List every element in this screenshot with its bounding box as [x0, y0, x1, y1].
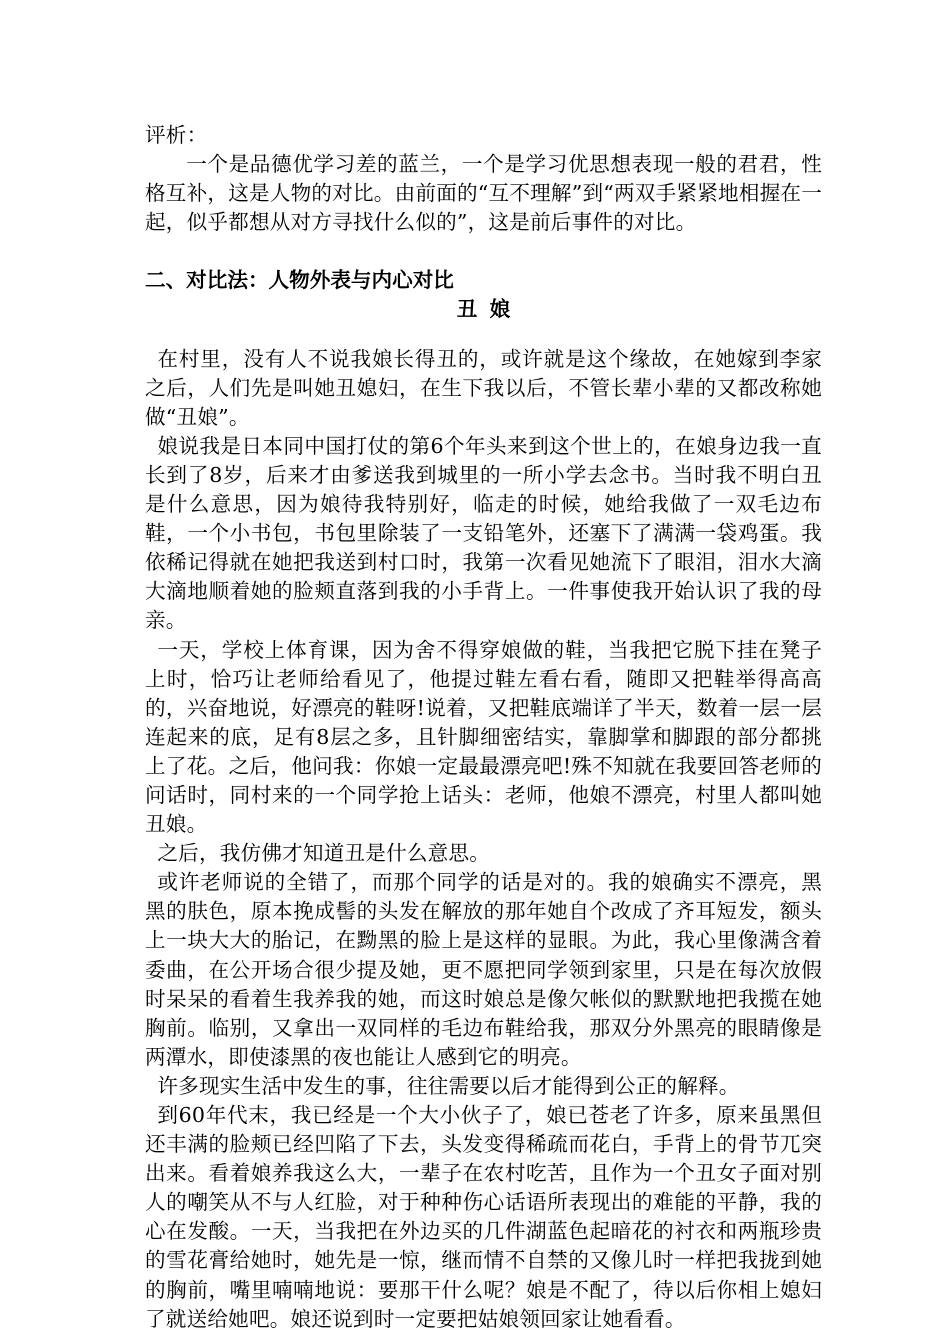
spacer [145, 325, 822, 345]
story-paragraph: 或许老师说的全错了，而那个同学的话是对的。我的娘确实不漂亮，黑黑的肤色，原本挽成髻的头发在解放的那年她自个改成了齐耳短发，额头上一块大大的胎记，在黝黑的脸上是这样的显眼。为此，我心里像满含着委曲，在公开场合很少提及她，更不愿把同学领到家里，只是在每次放假时呆呆的看着生我养我的她，而这时娘总是像欠帐似的默默地把我揽在她胸前。临别，又拿出一双同样的毛边布鞋给我，那双分外黑亮的眼睛像是两潭水，即使漆黑的夜也能让人感到它的明亮。 [145, 870, 822, 1069]
story-title: 丑娘 [456, 297, 523, 322]
spacer [145, 237, 822, 266]
story-paragraph: 在村里，没有人不说我娘长得丑的，或许就是这个缘故，在她嫁到李家之后，人们先是叫她丑媳妇，在生下我以后，不管长辈小辈的又都改称她做“丑娘”。 [145, 346, 822, 429]
document-page [145, 121, 822, 1334]
story-paragraph: 到60年代末，我已经是一个大小伙子了，娘已苍老了许多，原来虽黑但还丰满的脸颊已经凹陷了下去，头发变得稀疏而花白，手背上的骨节兀突出来。看着娘养我这么大，一辈子在农村吃苦，且作为一个丑女子面对别人的嘲笑从不与人红脸，对于种种伤心话语所表现出的难能的平静，我的心在发酸。一天，当我把在外边买的几件湖蓝色起暗花的衬衣和两瓶珍贵的雪花膏给她时，她先是一惊，继而情不自禁的又像儿时一样把我拢到她的胸前，嘴里喃喃地说：要那干什么呢？娘是不配了，待以后你相上媳妇了就送给她吧。娘还说到时一定要把姑娘领回家让她看看。 [145, 1103, 822, 1331]
story-paragraph: 之后，我仿佛才知道丑是什么意思。 [157, 841, 491, 866]
story-paragraph: 许多现实生活中发生的事，往往需要以后才能得到公正的解释。 [157, 1073, 740, 1098]
analysis-label: 评析： [145, 123, 208, 147]
story-paragraph: 娘说我是日本同中国打仗的第6个年头来到这个世上的，在娘身边我一直长到了8岁，后来才由爹送我到城里的一所小学去念书。当时我不明白丑是什么意思，因为娘待我特别好，临走的时候，她给我做了一双毛边布鞋，一个小书包，书包里除装了一支铅笔外，还塞下了满满一袋鸡蛋。我依稀记得就在她把我送到村口时，我第一次看见她流下了眼泪，泪水大滴大滴地顺着她的脸颊直落到我的小手背上。一件事使我开始认识了我的母亲。 [145, 433, 822, 633]
analysis-paragraph: 一个是品德优学习差的蓝兰，一个是学习优思想表现一般的君君，性格互补，这是人物的对比。由前面的“互不理解”到“两双手紧紧地相握在一起，似乎都想从对方寻找什么似的”，这是前后事件的对比。 [145, 152, 822, 235]
section-heading: 二、对比法：人物外表与内心对比 [145, 268, 454, 293]
story-paragraph: 一天，学校上体育课，因为舍不得穿娘做的鞋，当我把它脱下挂在凳子上时，恰巧让老师给看见了，他提过鞋左看右看，随即又把鞋举得高高的，兴奋地说，好漂亮的鞋呀!说着，又把鞋底端详了半天，数着一层一层连起来的底，足有8层之多，且针脚细密结实，靠脚掌和脚跟的部分都挑上了花。之后，他问我：你娘一定最最漂亮吧!殊不知就在我要回答老师的问话时，同村来的一个同学抢上话头：老师，他娘不漂亮，村里人都叫她丑娘。 [145, 637, 822, 837]
story-body [145, 345, 822, 1334]
